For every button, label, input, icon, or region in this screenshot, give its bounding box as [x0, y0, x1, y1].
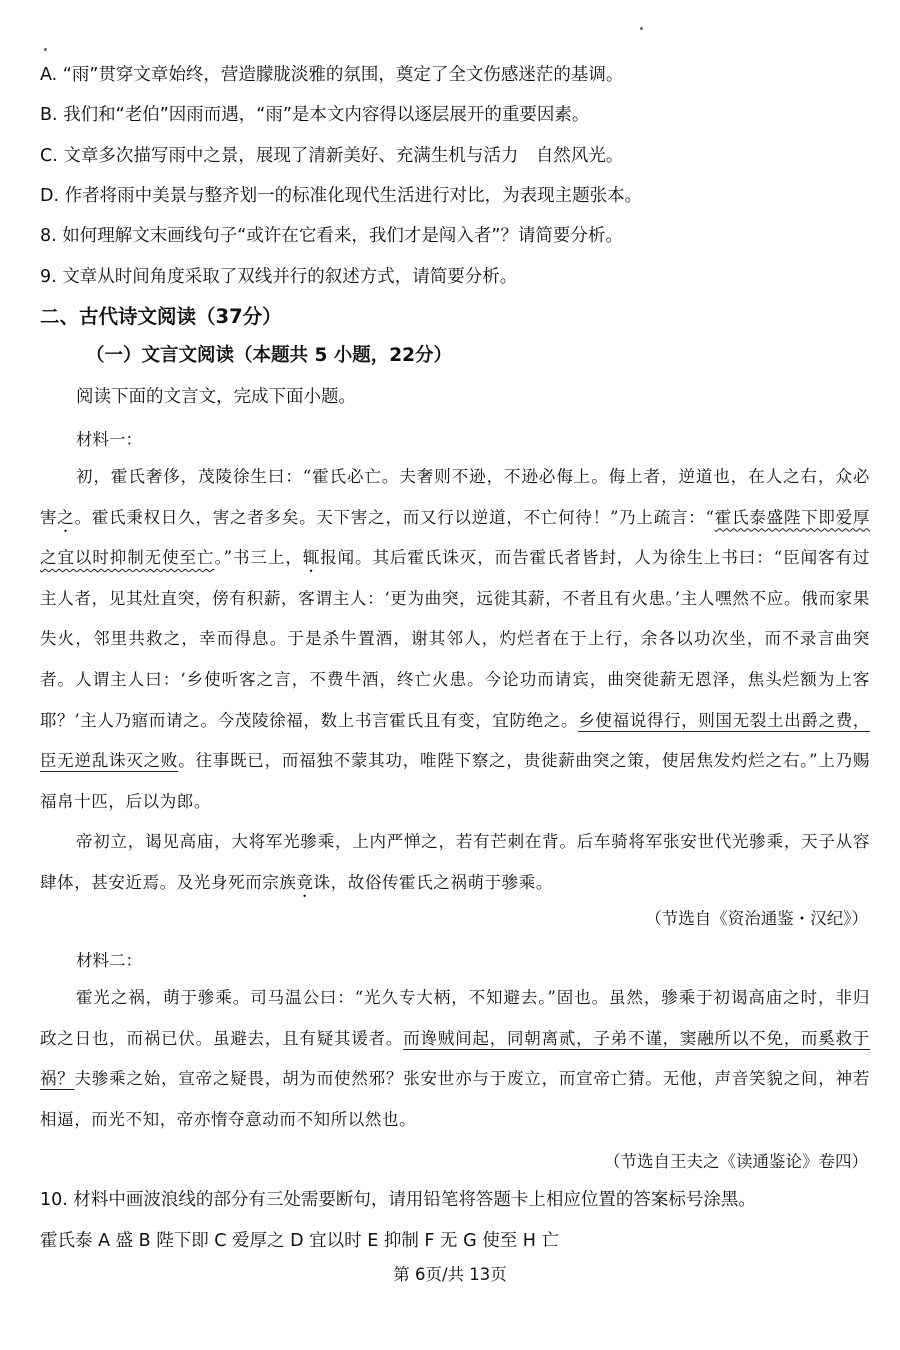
question-10: 10. 材料中画波浪线的部分有三处需要断句，请用铅笔将答题卡上相应位置的答案标号涂黑。 — [40, 1190, 756, 1210]
scan-speck — [640, 27, 643, 30]
passage-text: 帝初立，谒见高庙，大将军光骖乘，上内严惮之，若有芒刺在背。后车骑将军张安世代光骖乘，天子从容肆体，甚安近焉。及光身死而宗族 — [40, 832, 870, 892]
option-a: A. “雨”贯穿文章始终，营造朦胧淡雅的氛围，奠定了全文伤感迷茫的基调。 — [40, 65, 624, 85]
reading-instruction: 阅读下面的文言文，完成下面小题。 — [76, 387, 356, 407]
material-1-source: （节选自《资治通鉴・汉纪》） — [645, 909, 868, 928]
passage-text: 霍光之祸，萌于骖乘。司马温公曰：“光久专大柄，不知避去。”固也。虽然，骖乘于初谒高庙之时，非归政之日也，而祸已伏。虽避去，且有疑其谖者。 — [40, 988, 870, 1048]
passage-text: 报闻。其后霍氏诛灭，而告霍氏者皆封，人为徐生上书曰：“臣闻客有过主人者，见其灶直突，傍有积薪，客谓主人：‘更为曲突，远徙其薪，不者且有火患。’主人嘿然不应。俄而家果失火，邻里共救之，幸而得息。于是杀牛置酒，谢其邻人，灼烂者在于上行，余各以功次坐，而不录言曲突者。人谓主人曰：‘乡使听客之言，不费牛酒，终亡火患。今论功而请宾，曲突徙薪无恩泽，焦头烂额为上客耶？’主人乃寤而请之。今茂陵徐福，数上书言霍氏且有变，宜防绝之。 — [40, 548, 870, 730]
dotted-word: 竟 — [296, 872, 314, 892]
option-c: C. 文章多次描写雨中之景，展现了清新美好、充满生机与活力 自然风光。 — [40, 146, 624, 166]
material-2-label: 材料二： — [76, 951, 142, 970]
material-1-label: 材料一： — [76, 430, 142, 449]
passage-text: 诛，故俗传霍氏之祸萌于骖乘。 — [313, 872, 554, 892]
underlined-sentence: 而谗贼间起，同朝离贰，子弟不谨，窦融所以不免，而奚救于祸？ — [40, 1028, 871, 1089]
section-heading: 二、古代诗文阅读（37分） — [40, 305, 282, 328]
option-b: B. 我们和“老伯”因雨而遇，“雨”是本文内容得以逐层展开的重要因素。 — [40, 105, 590, 125]
material-2-paragraph-1 — [40, 978, 870, 1140]
material-1-paragraph-1 — [40, 457, 870, 822]
dotted-word: 辄 — [302, 548, 321, 568]
material-1-paragraph-2 — [40, 822, 870, 903]
option-d: D. 作者将雨中美景与整齐划一的标准化现代生活进行对比，为表现主题张本。 — [40, 186, 643, 206]
underlined-sentence: 乡使福说得行，则国无裂土出爵之费，臣无逆乱诛灭之败 — [40, 710, 871, 771]
dotted-word: 之 — [57, 507, 75, 527]
scan-speck — [44, 48, 47, 51]
question-9: 9. 文章从时间角度采取了双线并行的叙述方式，请简要分析。 — [40, 267, 518, 287]
passage-text: 夫骖乘之始，宣帝之疑畏，胡为而使然邪？张安世亦与于废立，而宣帝亡猜。无他，声音笑貌之间，神若相逼，而光不知，帝亦惰夺意动而不知所以然也。 — [40, 1069, 870, 1129]
wavy-underlined-sentence: 霍氏泰盛陛下即爱厚之宜以时抑制无使至亡 — [40, 507, 871, 568]
question-8: 8. 如何理解文末画线句子“或许在它看来，我们才是闯入者”？请简要分析。 — [40, 226, 623, 246]
question-10-options: 霍氏泰 A 盛 B 陛下即 C 爱厚之 D 宜以时 E 抑制 F 无 G 使至 H 亡 — [40, 1231, 560, 1251]
passage-text: 。往事既已，而福独不蒙其功，唯陛下察之，贵徙薪曲突之策，使居焦发灼烂之右。”上乃赐福帛十匹，后以为郎。 — [40, 751, 870, 811]
passage-text: 。霍氏秉权日久，害之者多矣。天下害之，而又行以逆道，不亡何待！”乃上疏言：“ — [74, 507, 715, 527]
passage-text: 。”书三上， — [214, 548, 303, 568]
material-2-source: （节选自王夫之《读通鉴论》卷四） — [604, 1152, 868, 1171]
subsection-heading: （一）文言文阅读（本题共 5 小题，22分） — [86, 345, 452, 366]
page-footer: 第 6页/共 13页 — [393, 1265, 507, 1284]
passage-text: 初，霍氏奢侈，茂陵徐生曰：“霍氏必亡。夫奢则不逊，不逊必侮上。侮上者，逆道也，在人之右，众必害 — [40, 467, 870, 527]
